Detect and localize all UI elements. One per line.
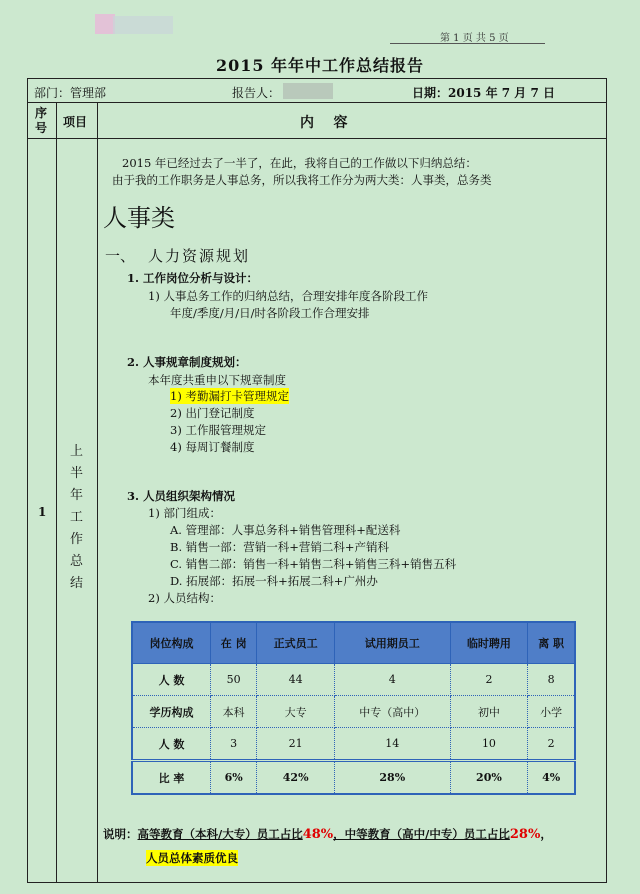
staff-table-cell: 21 — [257, 728, 335, 761]
h3-a-item-2: B. 销售一部：营销一科+营销二科+产销科 — [170, 540, 390, 554]
staff-table-header-cell: 试用期员工 — [334, 622, 450, 664]
h3-sub-a: 1) 部门组成： — [148, 506, 221, 520]
staff-table-cell: 人 数 — [132, 728, 211, 761]
staff-table-row — [132, 664, 575, 696]
note-tail: ， — [540, 827, 552, 841]
heading-3: 3. 人员组织架构情况 — [127, 489, 236, 503]
table-border-info — [27, 102, 607, 103]
note-text-1: 高等教育（本科/大专）员工占比 — [137, 827, 303, 841]
report-date: 日期：2015 年 7 月 7 日 — [412, 86, 555, 100]
heading-2: 2. 人事规章制度规划： — [127, 355, 247, 369]
sub1-num: 一、 — [105, 247, 136, 265]
h1-item-1: 1) 人事总务工作的归纳总结，合理安排年度各阶段工作 — [148, 289, 428, 303]
staff-structure-table — [131, 621, 576, 795]
h2-intro: 本年度共重申以下规章制度 — [148, 373, 286, 387]
item-char: 上 — [70, 444, 84, 459]
h1-item-2: 年度/季度/月/日/时各阶段工作合理安排 — [170, 306, 370, 320]
staff-table-header-cell: 离 职 — [528, 622, 575, 664]
staff-table-row — [132, 761, 575, 795]
report-title: 2015 年年中工作总结报告 — [215, 56, 425, 75]
heading-1: 1. 工作岗位分析与设计： — [127, 271, 259, 285]
staff-table-cell: 20% — [450, 761, 528, 795]
h3-a-item-1: A. 管理部：人事总务科+销售管理科+配送科 — [170, 523, 401, 537]
header-rule — [390, 43, 545, 44]
staff-table-cell: 2 — [528, 728, 575, 761]
staff-table-header-cell: 在 岗 — [211, 622, 257, 664]
reporter-label: 报告人： — [232, 86, 281, 100]
note-label: 说明： — [103, 827, 138, 841]
h2-item-3: 3) 工作服管理规定 — [170, 423, 266, 437]
staff-table-cell: 初中 — [450, 696, 528, 728]
item-char: 半 — [70, 466, 84, 481]
col-divider-seq — [56, 102, 57, 883]
col-header-item: 项目 — [63, 115, 88, 129]
staff-table-cell: 4 — [334, 664, 450, 696]
staff-table-header-cell: 岗位构成 — [132, 622, 211, 664]
note-line-1 — [103, 826, 552, 842]
staff-table-cell: 50 — [211, 664, 257, 696]
staff-table-cell: 人 数 — [132, 664, 211, 696]
note-pct-2: 28% — [509, 827, 541, 842]
h2-item-4: 4) 每周订餐制度 — [170, 440, 255, 454]
section-title: 人事类 — [103, 204, 175, 232]
col-divider-item — [97, 102, 98, 883]
dept-label: 部门：管理部 — [34, 86, 107, 100]
staff-table-cell: 2 — [450, 664, 528, 696]
row-seq: 1 — [38, 505, 47, 519]
table-border-bottom — [27, 882, 607, 883]
h3-a-item-4: D. 拓展部：拓展一科+拓展二科+广州办 — [170, 574, 378, 588]
item-char: 作 — [70, 532, 84, 547]
staff-table-cell: 14 — [334, 728, 450, 761]
staff-table-cell: 6% — [211, 761, 257, 795]
staff-table-cell: 学历构成 — [132, 696, 211, 728]
staff-table-cell: 4% — [528, 761, 575, 795]
staff-table-cell: 28% — [334, 761, 450, 795]
col-header-content: 内 容 — [300, 115, 348, 131]
staff-table-cell: 小学 — [528, 696, 575, 728]
h2-item-1: 1) 考勤漏打卡管理规定 — [170, 389, 289, 403]
item-char: 年 — [70, 488, 84, 503]
sub1-title: 人力资源规划 — [148, 247, 251, 265]
staff-table-header-cell: 临时聘用 — [450, 622, 528, 664]
table-border-left — [27, 78, 28, 883]
reporter-name-redacted — [283, 83, 333, 99]
h2-item-2: 2) 出门登记制度 — [170, 406, 255, 420]
staff-table-cell: 本科 — [211, 696, 257, 728]
item-char: 工 — [70, 510, 84, 525]
item-char: 总 — [70, 554, 84, 569]
note-line-2: 人员总体素质优良 — [146, 851, 238, 865]
table-border-header — [27, 138, 607, 139]
note-text-2: ，中等教育（高中/中专）员工占比 — [333, 827, 510, 841]
table-border-top — [27, 78, 607, 79]
staff-table-cell: 3 — [211, 728, 257, 761]
staff-table-cell: 中专（高中） — [334, 696, 450, 728]
staff-table-header-cell: 正式员工 — [257, 622, 335, 664]
staff-table-row — [132, 696, 575, 728]
col-header-seq: 序号 — [35, 106, 48, 135]
page-number: 第 1 页 共 5 页 — [440, 33, 509, 44]
note-pct-1: 48% — [302, 827, 334, 842]
h3-sub-b: 2) 人员结构： — [148, 591, 221, 605]
staff-table-cell: 42% — [257, 761, 335, 795]
intro-line-2: 由于我的工作职务是人事总务，所以我将工作分为两大类：人事类，总务类 — [112, 173, 492, 187]
company-logo — [95, 10, 173, 40]
staff-table-cell: 比 率 — [132, 761, 211, 795]
staff-table-cell: 大专 — [257, 696, 335, 728]
staff-table-header-row — [132, 622, 575, 664]
h3-a-item-3: C. 销售二部：销售一科+销售二科+销售三科+销售五科 — [170, 557, 457, 571]
item-char: 结 — [70, 576, 84, 591]
staff-table-cell: 10 — [450, 728, 528, 761]
staff-table-row — [132, 728, 575, 761]
staff-table-cell: 44 — [257, 664, 335, 696]
staff-table-cell: 8 — [528, 664, 575, 696]
table-border-right — [606, 78, 607, 883]
intro-line-1: 2015 年已经过去了一半了，在此，我将自己的工作做以下归纳总结： — [122, 156, 477, 170]
